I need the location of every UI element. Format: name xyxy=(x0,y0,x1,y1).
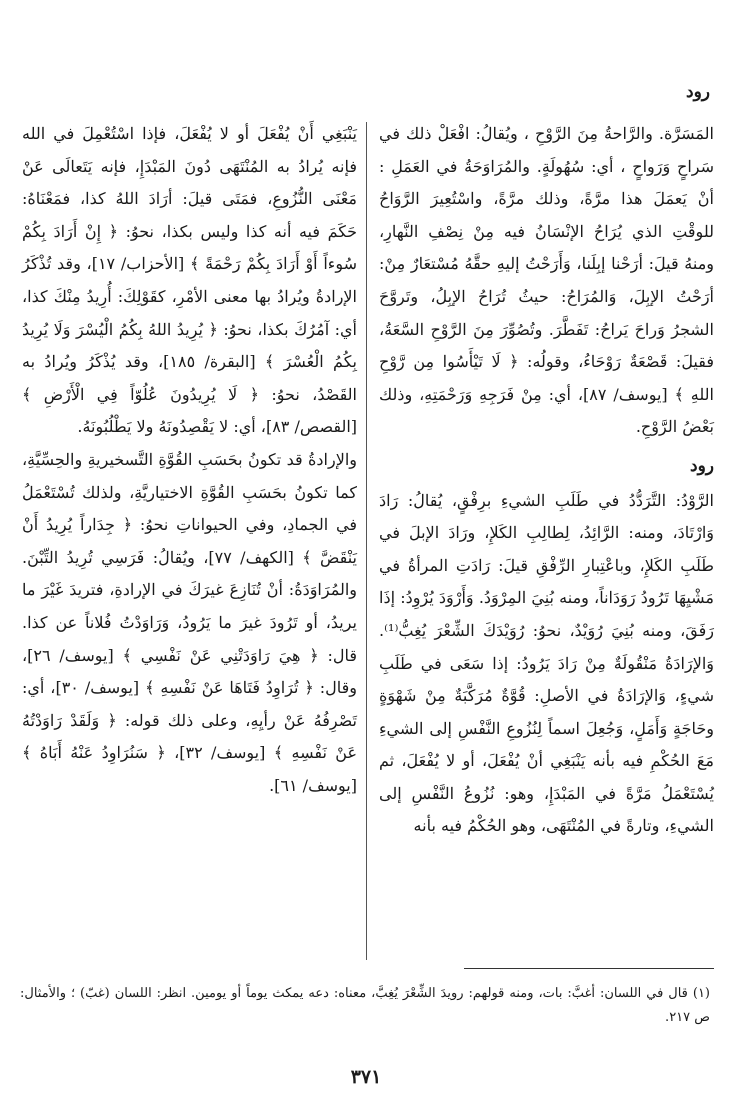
paragraph-murawada: والإرادةُ قد تكونُ بحَسَبِ القُوَّةِ التَّسخيريةِ والحِسِّيَّةِ، كما تكونُ بحَسَبِ القُوَّةِ الاختياريَّةِ، ولذلك تُسْتَعْمَلُ في الجمادِ، وفي الحيواناتِ نحوُ: ﴿ جِدَاراً يُرِيدُ أَنْ يَنْقَضَّ ﴾ [الكهف/ ٧٧]، ويُقالُ: فَرَسِي تُرِيدُ التِّبْنَ. والمُرَاوَدَةُ: أنْ تُنَازِعَ غيرَكَ في الإرادةِ، فتريدَ غَيْرَ ما يريدُ، أو تَرُودَ غيرَ ما يَرُودُ، وَرَاوَدْتُ فُلاناً عن كذا. قال: ﴿ هِيَ رَاوَدَتْنِي عَنْ نَفْسِي ﴾ [يوسف/ ٢٦]، وقال: ﴿ تُرَاوِدُ فَتَاهَا عَنْ نَفْسِهِ ﴾ [يوسف/ ٣٠]، أي: تَصْرِفُهُ عَنْ رأيِهِ، وعلى ذلك قوله: ﴿ وَلَقَدْ رَاوَدْتُهُ عَنْ نَفْسِهِ ﴾ [يوسف/ ٣٢]، ﴿ سَنُرَاوِدُ عَنْهُ أَبَاهُ ﴾ [يوسف/ ٦١]. xyxy=(22,449,358,795)
running-head: رود xyxy=(686,82,710,102)
page-number: ٣٧١ xyxy=(350,1066,382,1088)
left-column xyxy=(22,118,357,802)
right-column xyxy=(379,118,714,843)
footnote: (١) قال في اللسان: أغبَّ: بات، ومنه قولهم: رويدَ الشِّعْرَ يُغِبَّ، معناه: دعه يمكث يوماً أو يومين. انظر: اللسان (غبّ) ؛ والأمثال: ص ٢١٧. xyxy=(20,986,710,1025)
footnote-rule xyxy=(464,968,714,969)
column-divider xyxy=(366,122,367,960)
paragraph-irada: يَنْبَغِي أَنْ يُفْعَلَ أو لا يُفْعَلَ، فإذا اسْتُعْمِلَ في الله فإنه يُرادُ به المُنْتَهَى دُونَ المَبْدَإِ، فإنه يَتَعالَى عَنْ مَعْنَى النُّزُوعِ، فمَتَى قيلَ: أرَادَ اللهُ كذا، فمَعْنَاهُ: حَكَمَ فيه أنه كذا وليس بكذا، نحوُ: ﴿ إِنْ أَرَادَ بِكُمْ سُوءاً أَوْ أَرَادَ بِكُمْ رَحْمَةً ﴾ [الأحزاب/ ١٧]، وقد تُذْكَرُ الإرادةُ ويُرادُ بها معنى الأمْرِ، كقَوْلِكَ: أُرِيدُ مِنْكَ كذا، أي: آمُرُكَ بكذا، نحوُ: ﴿ يُرِيدُ اللهُ بِكُمُ الْيُسْرَ وَلَا يُرِيدُ بِكُمُ الْعُسْرَ ﴾ [البقرة/ ١٨٥]، وقد يُذْكَرُ ويُرادُ به القَصْدُ، نحوُ: ﴿ لَا يُرِيدُونَ عُلُوّاً فِي الْأَرْضِ ﴾ [القصص/ ٨٣]، أي: لا يَقْصِدُونَهُ ولا يَطْلُبُونَهُ. xyxy=(22,124,358,437)
paragraph-rawd: الرَّوْدُ: التَّرَدُّدُ في طَلَبِ الشيءِ برِفْقٍ، يُقالُ: رَادَ وَارْتَادَ، ومنه: الرَّائِدُ، لِطالِبِ الكَلإِ، ورَادَ الإبلَ في طَلَبِ الكَلإِ، وباعْتِبارِ الرِّفْقِ قيلَ: رَادَتِ المرأةُ في مَشْيِهَا تَرُودُ رَوَدَاناً، ومنه بُنِيَ المِرْوَدُ. وَأَرْوَدَ يُرْوِدُ: إذَا رَفَقَ، ومنه بُنِيَ رُوَيْدٌ، نحوُ: رُوَيْدَكَ الشِّعْرَ يُغِبُّ⁽¹⁾. وَالإرَادَةُ مَنْقُولَةٌ مِنْ رَادَ يَرُودُ: إذا سَعَى في طَلَبِ شيءٍ، وَالإرَادَةُ في الأصلِ: قُوَّةٌ مُرَكَّبَةٌ مِنْ شَهْوَةٍ وحَاجَةٍ وَأَمَلٍ، وَجُعِلَ اسماً لِنُزُوعِ النَّفْسِ إلى الشيءِ مَعَ الحُكْمِ فيه بأنه يَنْبَغِي أنْ يُفْعَلَ، أو لا يُفْعَلَ، ثم يُسْتَعْمَلُ مَرَّةً في المَبْدَإِ، وهو: نُزُوعُ النَّفْسِ إلى الشيءِ، وتارةً في المُنْتَهَى، وهو الحُكْمُ فيه بأنه xyxy=(379,490,714,836)
entry-title-rwd: رود xyxy=(690,455,714,476)
paragraph-rawh: المَسَرَّة. والرَّاحةُ مِنَ الرَّوْحِ ، ويُقالُ: افْعَلْ ذلك في سَراحٍ وَرَواحٍ ، أي: سُهُولَةٍ. والمُرَاوَحَةُ في العَمَلِ : أنْ يَعمَلَ هذا مرَّةً، وذلك مرَّةً، واسْتُعِيرَ الرَّوَاحُ للوقْتِ الذي يُرَاحُ الإنْسَانُ فيه مِنْ نِصْفِ النَّهارِ، ومنهُ قيلَ: أرَحْنا إبِلَنا، وَأَرَحْتُ إليهِ حقَّهُ مُسْتعَارٌ مِنْ: أرَحْتُ الإبِلَ، وَالمُرَاحُ: حيثُ تُرَاحُ الإبِلُ، وتَروَّحَ الشجرُ وَراحَ يَراحُ: تَفَطَّرَ. وتُصُوِّرَ مِنَ الرَّوْحِ السَّعَةُ، فقيلَ: قَصْعَةٌ رَوْحَاءُ، وقولُه: ﴿ لَا تَيْأَسُوا مِن رَّوْحِ اللهِ ﴾ [يوسف/ ٨٧]، أي: مِنْ فَرَجِهِ وَرَحْمَتِهِ، وذلك بَعْضُ الرَّوْحِ. xyxy=(379,124,714,437)
